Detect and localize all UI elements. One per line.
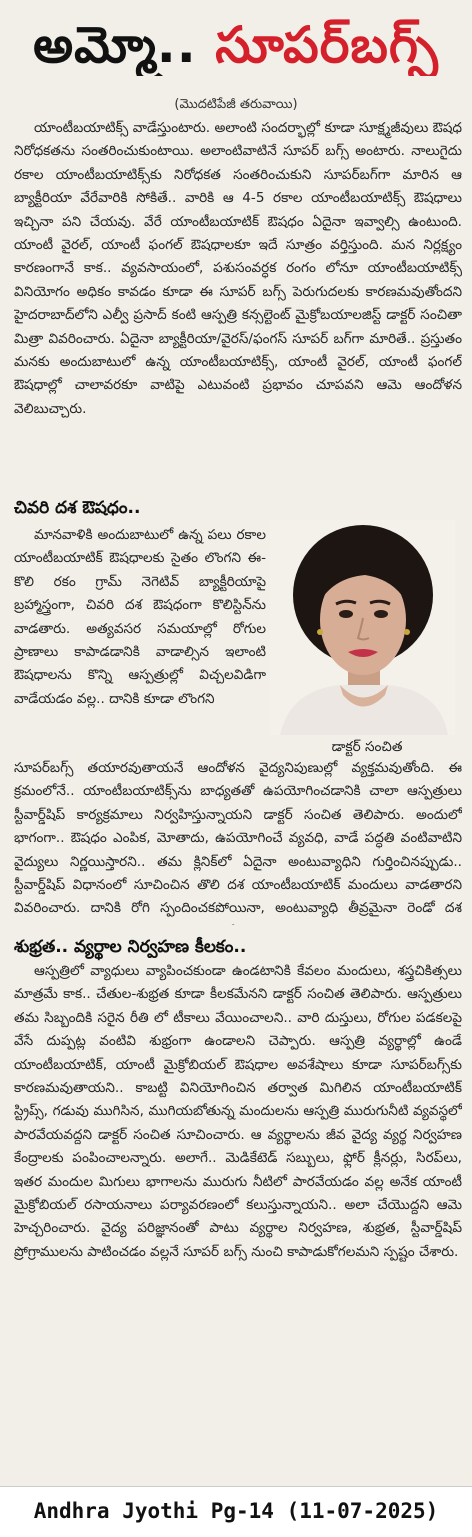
portrait-image (270, 520, 455, 735)
body-paragraph-last-resort: మానవాళికి అందుబాటులో ఉన్న పలు రకాల యాంటీబయాటిక్ ఔషధాలకు సైతం లొంగని ఈ-కొలి రకం గ్రామ్ నెగెటివ్ బ్యాక్టీరియాపై బ్రహ్మాస్త్రంగా, చివరి దశ ఔషధంగా కొలిస్టిన్‌ను వాడతారు. అత్యవసర సమయాల్లో రోగుల ప్రాణాలు కాపాడడానికి వాడాల్సిన ఇలాంటి ఔషధాలను కొన్ని ఆస్పత్రుల్లో విచ్చలవిడిగా వాడేయడం వల్ల.. దానికి కూడా లొంగని (14, 527, 266, 707)
headline-part-1: అమ్మో.. (33, 16, 197, 74)
continuation-tag: (మొదటిపేజీ తరువాయి) (174, 97, 298, 112)
source-footer (0, 1486, 472, 1537)
source-citation: Andhra Jyothi Pg-14 (11-07-2025) (33, 1499, 439, 1523)
photo-caption: డాక్టర్ సంచిత (331, 739, 403, 755)
section-heading-hygiene: శుభ్రత.. వ్యర్థాల నిర్వహణ కీలకం.. (14, 937, 247, 957)
headline-part-2: సూపర్‌బగ్స్ (215, 16, 439, 74)
body-paragraph-intro: యాంటీబయాటిక్స్ వాడేస్తుంటారు. అలాంటి సందర్భాల్లో కూడా సూక్ష్మజీవులు ఔషధ నిరోధకతను సంతరించుకుంటాయి. అలాంటివాటినే సూపర్ బగ్స్ అంటారు. నాలుగైదు రకాల యాంటీబయాటిక్స్‌కు నిరోధకత సంతరించుకుని సూపర్‌బగ్‌గా మారిన ఆ బ్యాక్టీరియా వేరేవారికి సోకితే.. వారికి ఆ 4-5 రకాల యాంటీబయాటిక్స్ ఔషధాలు ఇచ్చినా పని చేయవు. వేరే యాంటీబయాటిక్ ఔషధం ఏదైనా ఇవ్వాల్సి ఉంటుంది. యాంటీ వైరల్, యాంటీ ఫంగల్ ఔషధాలకూ ఇదే సూత్రం వర్తిస్తుంది. మన నిర్లక్ష్యం కారణంగానే కాక.. వ్యవసాయంలో, పశుసంవర్ధక రంగం లోనూ యాంటీబయాటిక్స్ వినియోగం అధికం కావడం కూడా ఈ సూపర్ బగ్స్ పెరుగుదలకు కారణమవుతోందని హైదరాబాద్‌లోని ఎల్వీ ప్రసాద్ కంటి ఆస్పత్రి కన్సల్టెంట్ మైక్రోబయాలజిస్ట్ డాక్టర్ సంచితా మిత్రా వివరించారు. ఏదైనా బ్యాక్టీరియా/వైరస్/ఫంగస్ సూపర్ బగ్‌గా మారితే.. ప్రస్తుతం మనకు అందుబాటులో ఉన్న యాంటీబయాటిక్స్, యాంటీ వైరల్, యాంటీ ఫంగల్ ఔషధాల్లో చాలావరకూ వాటిపై ఎటువంటి ప్రభావం చూపవని ఆమె ఆందోళన వెలిబుచ్చారు. (14, 120, 462, 417)
doctor-photo (270, 520, 455, 735)
section-heading-last-resort: చివరి దశ ఔషధం.. (14, 498, 141, 518)
body-paragraph-stewardship: సూపర్‌బగ్స్ తయారవుతాయనే ఆందోళన వైద్యనిపుణుల్లో వ్యక్తమవుతోంది. ఈ క్రమంలోనే.. యాంటీబయాటిక్స్‌ను బాధ్యతతో ఉపయోగించడానికి చాలా ఆస్పత్రులు స్టీవార్డ్‌షిప్ కార్యక్రమాలు నిర్వహిస్తున్నాయని డాక్టర్ సంచిత తెలిపారు. అందులో భాగంగా.. ఔషధం ఎంపిక, మోతాదు, ఉపయోగించే వ్యవధి, వాడే పద్ధతి వంటివాటిని వైద్యులు నిర్ణయిస్తారని.. తమ క్లినిక్‌లో ఏదైనా అంటువ్యాధిని గుర్తించినప్పుడు.. స్టీవార్డ్‌షిప్ విధానంలో సూచించిన తొలి దశ యాంటీబయాటిక్ మందులు వాడతారని వివరించారు. దానికి రోగి స్పందించకపోయినా, అంటువ్యాధి తీవ్రమైనా రెండో దశ (14, 760, 462, 917)
headline (0, 14, 472, 76)
body-paragraph-hygiene: ఆస్పత్రిలో వ్యాధులు వ్యాపించకుండా ఉండటానికి కేవలం మందులు, శస్త్రచికిత్సలు మాత్రమే కాక.. చేతుల-శుభ్రత కూడా కీలకమేనని డాక్టర్ సంచిత తెలిపారు. ఆస్పత్రులు తమ సిబ్బందికి సరైన రీతి లో టీకాలు వేయించాలని.. వారి దుస్తులు, రోగుల పడకలపై వేసే దుప్పట్ల వంటివి శుభ్రంగా ఉండాలని చెప్పారు. ఆస్పత్రి వ్యర్థాల్లో ఉండే యాంటీబయాటిక్, యాంటీ మైక్రోబియల్ ఔషధాల అవశేషాలు కూడా సూపర్‌బగ్స్‌కు కారణమవుతాయని.. కాబట్టి వినియోగించిన తర్వాత మిగిలిన యాంటీబయాటిక్ స్ట్రిప్స్, గడువు ముగిసిన, ముగియబోతున్న మందులను ఆస్పత్రి మురుగునీటి వ్యవస్థలో పారవేయవద్దని డాక్టర్ సంచిత సూచించారు. ఆ వ్యర్థాలను జీవ వైద్య వ్యర్థ నిర్వహణ కేంద్రాలకు పంపించాలన్నారు. అలాగే.. మెడికేటెడ్ సబ్బులు, ఫ్లోర్ క్లీనర్లు, సిరప్‌లు, ఇతర మందుల మిగులు భాగాలను మురుగు నీటిలో పారవేయడం వల్ల అనేక యాంటీ మైక్రోబియల్ రసాయనాలు పర్యావరణంలో కలుస్తున్నాయని.. అలా చేయొద్దని ఆమె హెచ్చరించారు. వైద్య పరిజ్ఞానంతో పాటు వ్యర్థాల నిర్వహణ, శుభ్రత, స్టీవార్డ్‌షిప్ ప్రోగ్రాములను పాటించడం వల్లనే సూపర్ బగ్స్ నుంచి కాపాడుకోగలమని స్పష్టం చేశారు. (14, 963, 462, 1260)
